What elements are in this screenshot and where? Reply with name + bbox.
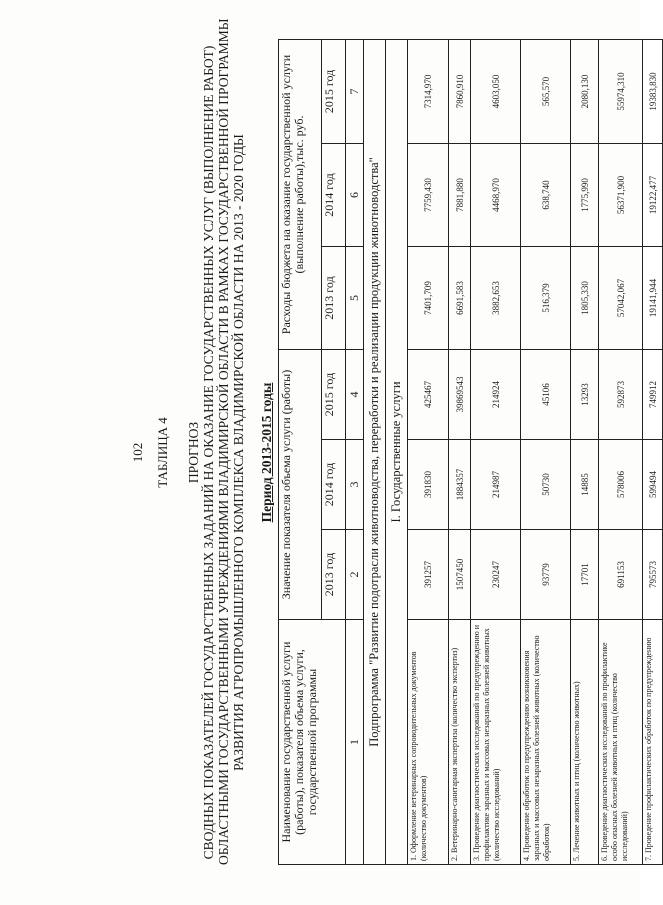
volume-2014: 578006 — [599, 440, 643, 530]
rotated-document — [120, 18, 658, 885]
volume-2014: 214987 — [471, 440, 521, 530]
service-name: 4. Проведение обработок по предупреждению возникновения заразных и массовых незаразных болезней животных (количество обработок) — [521, 620, 571, 865]
service-name: 2. Ветеринарно-санитарная экспертиза (количество экспертиз) — [449, 620, 471, 865]
volume-2013: 691153 — [599, 530, 643, 620]
budget-2013: 7401,709 — [408, 246, 449, 349]
header-budget-line2: (выполнение работы),тыс. руб. — [292, 115, 306, 274]
volume-2015: 13293 — [571, 349, 599, 439]
period-title: Период 2013-2015 годы — [259, 382, 274, 523]
volume-2013: 17701 — [571, 530, 599, 620]
header-budget — [279, 39, 322, 349]
budget-2015: 55974,310 — [599, 39, 643, 143]
service-name: 5. Лечение животных и птиц (количество животных) — [571, 620, 599, 865]
column-numbers-row — [346, 39, 364, 864]
column-number: 6 — [346, 143, 364, 246]
volume-2015: 749912 — [643, 349, 663, 439]
column-number: 3 — [346, 440, 364, 530]
volume-2013: 93779 — [521, 530, 571, 620]
budget-2013: 1805,330 — [571, 246, 599, 349]
table-row — [599, 39, 643, 864]
service-name: 1. Оформление ветеринарных сопроводительных документов (количество документов) — [408, 620, 449, 865]
year-header: 2013 год — [322, 530, 346, 620]
budget-2013: 57042,067 — [599, 246, 643, 349]
budget-2015: 4603,050 — [471, 39, 521, 143]
budget-2015: 2080,130 — [571, 39, 599, 143]
budget-2015: 7314,970 — [408, 39, 449, 143]
volume-2015: 425467 — [408, 349, 449, 439]
volume-2014: 391830 — [408, 440, 449, 530]
table-row — [471, 39, 521, 864]
heading-line-1: ПРОГНОЗ — [186, 421, 201, 484]
volume-2015: 45106 — [521, 349, 571, 439]
year-header: 2014 год — [322, 143, 346, 246]
volume-2014: 14885 — [571, 440, 599, 530]
budget-2014: 7881,880 — [449, 143, 471, 246]
budget-2015: 565,570 — [521, 39, 571, 143]
budget-2014: 56371,900 — [599, 143, 643, 246]
volume-2014: 50730 — [521, 440, 571, 530]
service-name: 3. Проведение диагностических исследований по предупреждению и профилактике заразных и массовых незаразных болезней животных (количество исследований) — [471, 620, 521, 865]
volume-2014: 1884357 — [449, 440, 471, 530]
year-header: 2013 год — [322, 246, 346, 349]
year-header: 2014 год — [322, 440, 346, 530]
budget-2014: 19122,477 — [643, 143, 663, 246]
volume-2013: 391257 — [408, 530, 449, 620]
year-header: 2015 год — [322, 349, 346, 439]
table-row — [449, 39, 471, 864]
heading-line-4: РАЗВИТИЯ АГРОПРОМЫШЛЕННОГО КОМПЛЕКСА ВЛАДИМИРСКОЙ ОБЛАСТИ НА 2013 - 2020 ГОДЫ — [231, 134, 246, 771]
table-row — [643, 39, 663, 864]
column-number: 2 — [346, 530, 364, 620]
document-heading — [186, 18, 246, 865]
budget-2014: 638,740 — [521, 143, 571, 246]
subprogram-row — [364, 39, 386, 864]
service-name: 6. Проведение диагностических исследований по профилактике особо опасных болезней животных и птиц (количество исследований) — [599, 620, 643, 865]
column-number: 1 — [346, 620, 364, 865]
column-number: 7 — [346, 39, 364, 143]
column-number: 4 — [346, 349, 364, 439]
budget-2013: 516,379 — [521, 246, 571, 349]
section-row — [386, 39, 408, 864]
budget-2015: 19383,830 — [643, 39, 663, 143]
volume-2013: 1507450 — [449, 530, 471, 620]
budget-2013: 6691,583 — [449, 246, 471, 349]
service-name: 7. Проведение профилактических обработок по предупреждению — [643, 620, 663, 865]
volume-2013: 230247 — [471, 530, 521, 620]
budget-2014: 1775,990 — [571, 143, 599, 246]
budget-2015: 7860,910 — [449, 39, 471, 143]
budget-2013: 19141,944 — [643, 246, 663, 349]
volume-2013: 795573 — [643, 530, 663, 620]
budget-2013: 3882,653 — [471, 246, 521, 349]
heading-line-3: ОБЛАСТНЫМИ ГОСУДАРСТВЕННЫМИ УЧРЕЖДЕНИЯМИ ВЛАДИМИРСКОЙ ОБЛАСТИ В РАМКАХ ГОСУДАРСТВЕННОЙ ПРОГРАММЫ — [216, 18, 231, 865]
budget-2014: 4468,970 — [471, 143, 521, 246]
header-row-1 — [279, 39, 322, 864]
table-label: ТАБЛИЦА 4 — [155, 417, 170, 488]
table-row — [408, 39, 449, 864]
table-row — [571, 39, 599, 864]
volume-2015: 214924 — [471, 349, 521, 439]
column-number: 5 — [346, 246, 364, 349]
volume-2015: 592873 — [599, 349, 643, 439]
volume-2014: 599494 — [643, 440, 663, 530]
header-service-name: Наименование государственной услуги (работы), показателя объема услуги, государственной программы — [279, 620, 346, 865]
header-budget-line1: Расходы бюджета на оказание государственной услуги — [279, 54, 293, 335]
volume-2015: 39869543 — [449, 349, 471, 439]
section-title: I. Государственные услуги — [386, 39, 408, 864]
forecast-table — [278, 39, 663, 865]
year-header: 2015 год — [322, 39, 346, 143]
heading-line-2: СВОДНЫХ ПОКАЗАТЕЛЕЙ ГОСУДАРСТВЕННЫХ ЗАДАНИЙ НА ОКАЗАНИЕ ГОСУДАРСТВЕННЫХ УСЛУГ (ВЫПОЛНЕНИЕ РАБОТ) — [201, 45, 216, 860]
subprogram-title: Подпрограмма "Развитие подотрасли животноводства, переработки и реализации продукции животноводства" — [364, 39, 386, 864]
page-number: 102 — [130, 442, 145, 463]
budget-2014: 7759,430 — [408, 143, 449, 246]
header-volume: Значение показателя объема услуги (работы) — [279, 349, 322, 619]
table-row — [521, 39, 571, 864]
